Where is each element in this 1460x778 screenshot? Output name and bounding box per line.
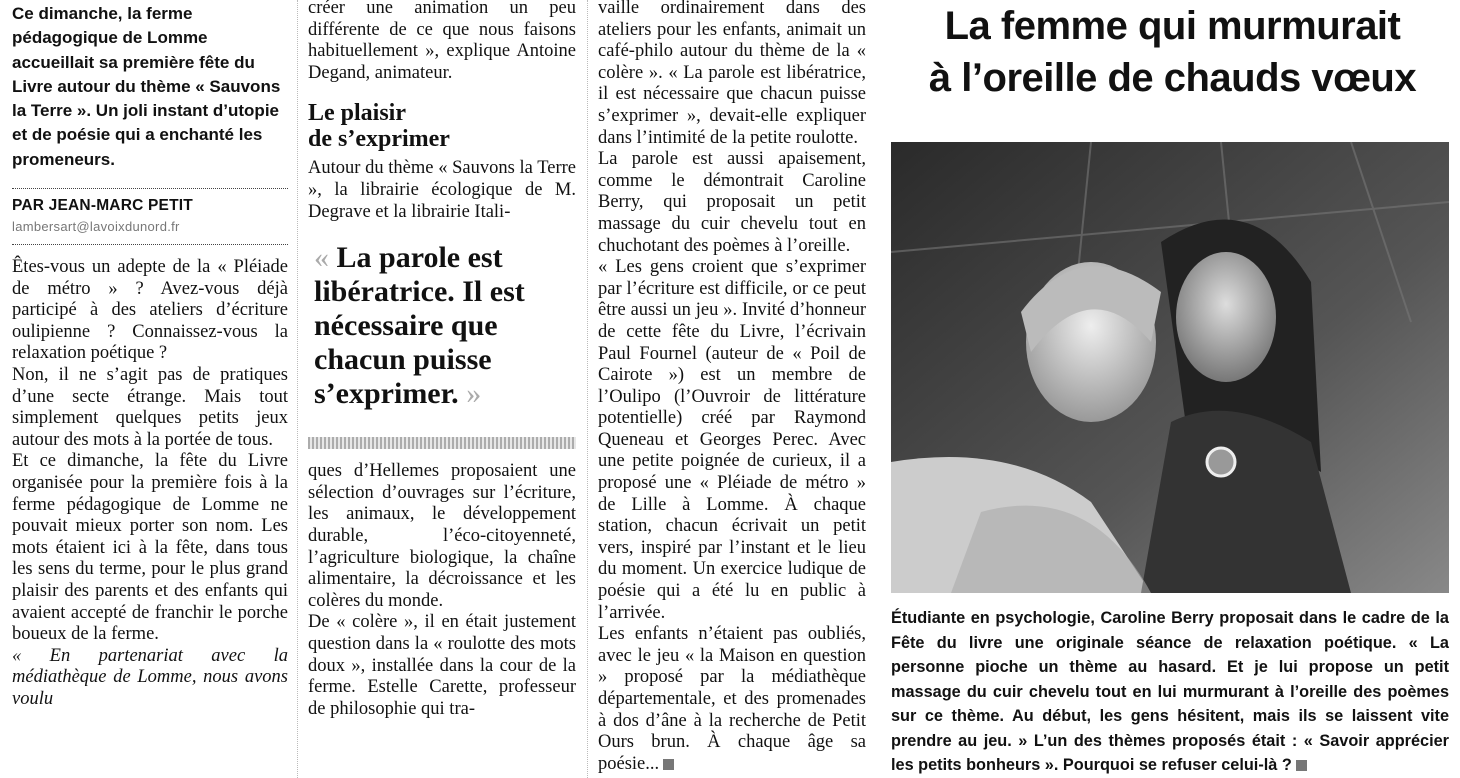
body-paragraph: La parole est aussi apaisement, comme le démontrait Caroline Berry, qui proposait un petit massage du cuir chevelu tout en chuchotant des poèmes à l’oreille. bbox=[598, 149, 866, 256]
body-paragraph: Êtes-vous un adepte de la « Pléiade de métro » ? Avez-vous déjà participé à des ateliers d’écriture oulipienne ? Connaissez-vous la relaxation poétique ? bbox=[12, 257, 288, 364]
headline bbox=[895, 0, 1450, 104]
dotted-rule bbox=[308, 437, 576, 449]
quote-close-mark: » bbox=[466, 377, 482, 411]
divider bbox=[12, 188, 288, 189]
byline: PAR JEAN-MARC PETIT bbox=[12, 197, 193, 215]
headline-line: La femme qui murmurait bbox=[944, 4, 1401, 48]
subheading-line: de s’exprimer bbox=[308, 126, 450, 153]
body-paragraph: Non, il ne s’agit pas de pratiques d’une secte étrange. Mais tout simplement quelques petits jeux autour des mots à la portée de tous. bbox=[12, 365, 288, 450]
body-paragraph: De « colère », il en était justement question dans la « roulotte des mots doux », installée dans la cour de la ferme. Estelle Carette, professeur de philosophie qui tra- bbox=[308, 612, 576, 719]
photo-illustration bbox=[891, 142, 1449, 593]
pull-quote-text: La parole est libératrice. Il est nécessaire que chacun puisse s’exprimer. bbox=[314, 241, 525, 411]
author-email[interactable]: lambersart@lavoixdunord.fr bbox=[12, 219, 180, 235]
body-paragraph bbox=[598, 624, 866, 775]
photo-caption-text: Étudiante en psychologie, Caroline Berry proposait dans le cadre de la Fête du livre une originale séance de relaxation poétique. « La personne pioche un thème au hasard. Et je lui propose un petit massage du cuir chevelu tout en lui murmurant à l’oreille des poèmes sur ce thème. Au début, les gens hésitent, mais ils se laissent vite prendre au jeu. » L’un des thèmes proposés était : « Savoir apprécier les petits bonheurs ». Pourquoi se refuser celui-là ? bbox=[891, 609, 1449, 774]
headline-line: à l’oreille de chauds vœux bbox=[928, 56, 1417, 100]
body-paragraph: « Les gens croient que s’exprimer par l’écriture est difficile, or ce peut être aussi un jeu ». Invité d’honneur de cette fête du Livre, l’écrivain Paul Fournel (auteur de « Poil de Cairote ») est un membre de l’Oulipo (l’Ouvroir de littérature potentielle) créé par Raymond Queneau et Georges Perec. Avec une petite poignée de curieux, il a proposé une « Pléiade de métro » de Lille à Lomme. À chaque station, chacun écrivait un petit vers, inspiré par l’instant et le lieu du moment. Un exercice ludique de poésie qui a été lu en public à l’arrivée. bbox=[598, 257, 866, 623]
body-paragraph: « En partenariat avec la médiathèque de Lomme, nous avons voulu bbox=[12, 645, 288, 709]
column-3 bbox=[598, 0, 866, 775]
column-2 bbox=[308, 0, 576, 720]
body-paragraph: Autour du thème « Sauvons la Terre », la librairie écologique de M. Degrave et la librairie Itali- bbox=[308, 158, 576, 222]
pull-quote bbox=[308, 241, 576, 411]
body-paragraph: Et ce dimanche, la fête du Livre organisée pour la première fois à la ferme pédagogique de Lomme ne pouvait mieux porter son nom. Les mots étaient ici à la fête, dans tous les sens du terme, pour le plus grand plaisir des parents et des enfants qui avaient accepté de franchir le porche boueux de la ferme. bbox=[12, 451, 288, 645]
column-1 bbox=[12, 0, 288, 711]
column-separator bbox=[297, 0, 298, 778]
chapeau: Ce dimanche, la ferme pédagogique de Lomme accueillait sa première fête du Livre autour du thème « Sauvons la Terre ». Un joli instant d’utopie et de poésie qui a enchanté les promeneurs. bbox=[12, 4, 281, 169]
end-mark-icon bbox=[1296, 760, 1307, 771]
article-photo bbox=[891, 142, 1449, 593]
subheading-line: Le plaisir bbox=[308, 100, 407, 127]
end-mark-icon bbox=[663, 759, 674, 770]
divider bbox=[12, 244, 288, 245]
body-paragraph: vaille ordinairement dans des ateliers pour les enfants, animait un café-philo autour du thème de la « colère ». « La parole est libératrice, il est nécessaire que chacun puisse s’exprimer », devait-elle expliquer dans l’intimité de la petite roulotte. bbox=[598, 0, 866, 148]
body-paragraph: créer une animation un peu différente de ce que nous faisons habituellement », explique Antoine Degand, animateur. bbox=[308, 0, 576, 83]
quote-open-mark: « bbox=[314, 241, 329, 275]
body-paragraph-text: Les enfants n’étaient pas oubliés, avec le jeu « la Maison en question » proposé par la médiathèque départementale, et des promenades à dos d’âne à la recherche de Petit Ours brun. À chaque âge sa poésie... bbox=[598, 624, 866, 774]
body-paragraph: ques d’Hellemes proposaient une sélection d’ouvrages sur l’écriture, les animaux, le développement durable, l’éco-citoyenneté, l’agriculture biologique, la chaîne alimentaire, la décroissance et les colères du monde. bbox=[308, 461, 576, 611]
photo-caption bbox=[891, 606, 1449, 778]
column-separator bbox=[587, 0, 588, 778]
